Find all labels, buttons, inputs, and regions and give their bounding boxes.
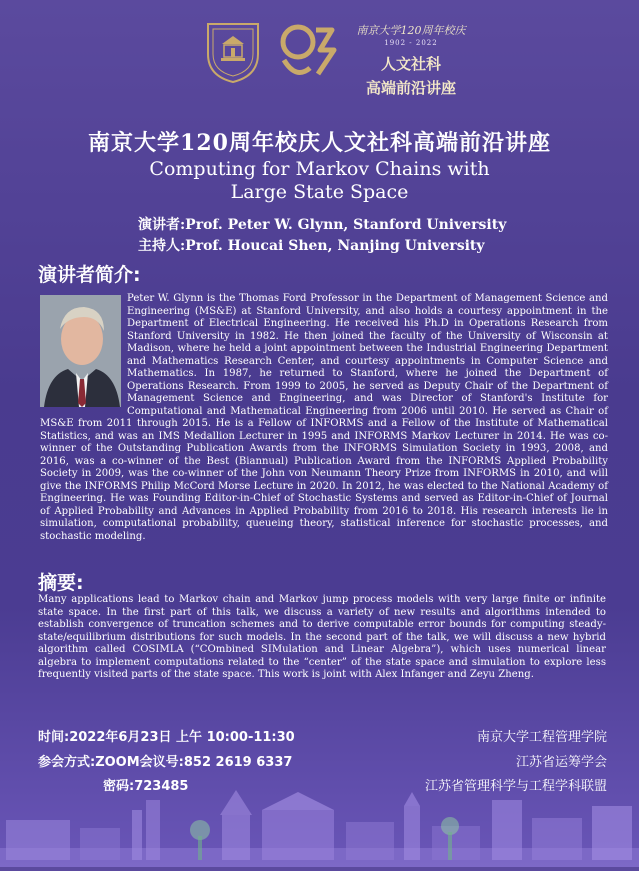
anniversary-years: 1902 - 2022 — [384, 39, 438, 47]
speaker-line — [138, 214, 506, 234]
host-name: Prof. Houcai Shen, Nanjing University — [185, 238, 485, 254]
portrait-spacer — [40, 293, 127, 406]
bio-text-block — [40, 293, 608, 543]
meeting-password: 密码:723485 — [103, 779, 189, 794]
anniversary-emblem-icon — [276, 18, 338, 84]
host-line — [138, 235, 485, 255]
lecture-title — [0, 158, 639, 204]
organizer-3: 江苏省管理科学与工程学科联盟 — [424, 779, 607, 794]
meeting-id: 参会方式:ZOOM会议号:852 2619 6337 — [38, 755, 293, 770]
university-seal-icon — [204, 20, 262, 84]
series-title-line1: 人文社科 — [380, 55, 441, 73]
host-label: 主持人: — [138, 238, 186, 254]
series-title-line2: 高端前沿讲座 — [365, 79, 456, 97]
speaker-label: 演讲者: — [138, 217, 186, 233]
abstract-text: Many applications lead to Markov chain and Markov jump process models with very large finite or infinite state space. In the first part of this talk, we discuss a variety of new results and algorithms intended to establish convergence of truncation schemes and to derive computable error bounds for computing steady-state/equilibrium distributions for such models. In the second part of the talk, we will discuss a new hybrid algorithm called COSIMLA (“COmbined SIMulation and Linear Algebra”), which uses numerical linear algebra to implement computations related to the “center” of the state space and simulation to explore less frequently visited parts of the state space. This work is joint with Alex Infanger and Zeyu Zheng. — [38, 594, 606, 680]
anniversary-script: 南京大学120周年校庆 — [356, 24, 466, 37]
organizer-1: 南京大学工程管理学院 — [476, 730, 607, 745]
page-title: 南京大学120周年校庆人文社科高端前沿讲座 — [88, 130, 551, 156]
anniversary-text-block — [346, 22, 476, 98]
speaker-name: Prof. Peter W. Glynn, Stanford University — [185, 217, 507, 233]
abstract-heading: 摘要: — [38, 572, 84, 594]
lecture-title-line2: Large State Space — [230, 181, 409, 203]
bio-text: Peter W. Glynn is the Thomas Ford Professor in the Department of Management Science and Engineering (MS&E) at Stanford University, and also holds a courtesy appointment in the Department of Electrical Engineering. He received his Ph.D in Operations Research from Stanford University in 1982. He then joined the faculty of the University of Wisconsin at Madison, where he held a joint appointment between the Industrial Engineering Department and Mathematics Research Center, and courtesy appointments in Computer Science and Mathematics. In 1987, he returned to Stanford, where he joined the Department of Operations Research. From 1999 to 2005, he served as Deputy Chair of the Department of Management Science and Engineering, and was Director of Stanford's Institute for Computational and Mathematical Engineering from 2006 until 2010. He served as Chair of MS&E from 2011 through 2015. He is a Fellow of INFORMS and a Fellow of the Institute of Mathematical Statistics, and was an IMS Medallion Lecturer in 1995 and INFORMS Markov Lecturer in 2014. He was co-winner of the Outstanding Publication Awards from the INFORMS Simulation Society in 1993, 2008, and 2016, was a co-winner of the Best (Biannual) Publication Award from the INFORMS Applied Probability Society in 2009, was the co-winner of the John von Neumann Theory Prize from INFORMS in 2010, and will give the INFORMS Philip McCord Morse Lecture in 2020. In 2012, he was elected to the National Academy of Engineering. He was Founding Editor-in-Chief of Stochastic Systems and served as Editor-in-Chief of Journal of Applied Probability and Advances in Applied Probability from 2016 to 2018. His research interests lie in simulation, computational probability, queueing theory, statistical inference for stochastic processes, and stochastic modeling. — [40, 293, 608, 542]
lecture-title-line1: Computing for Markov Chains with — [149, 158, 490, 180]
event-time: 时间:2022年6月23日 上午 10:00-11:30 — [38, 730, 295, 745]
bio-heading: 演讲者简介: — [38, 264, 141, 286]
organizer-2: 江苏省运筹学会 — [515, 755, 607, 770]
campus-skyline-illustration — [0, 770, 639, 867]
